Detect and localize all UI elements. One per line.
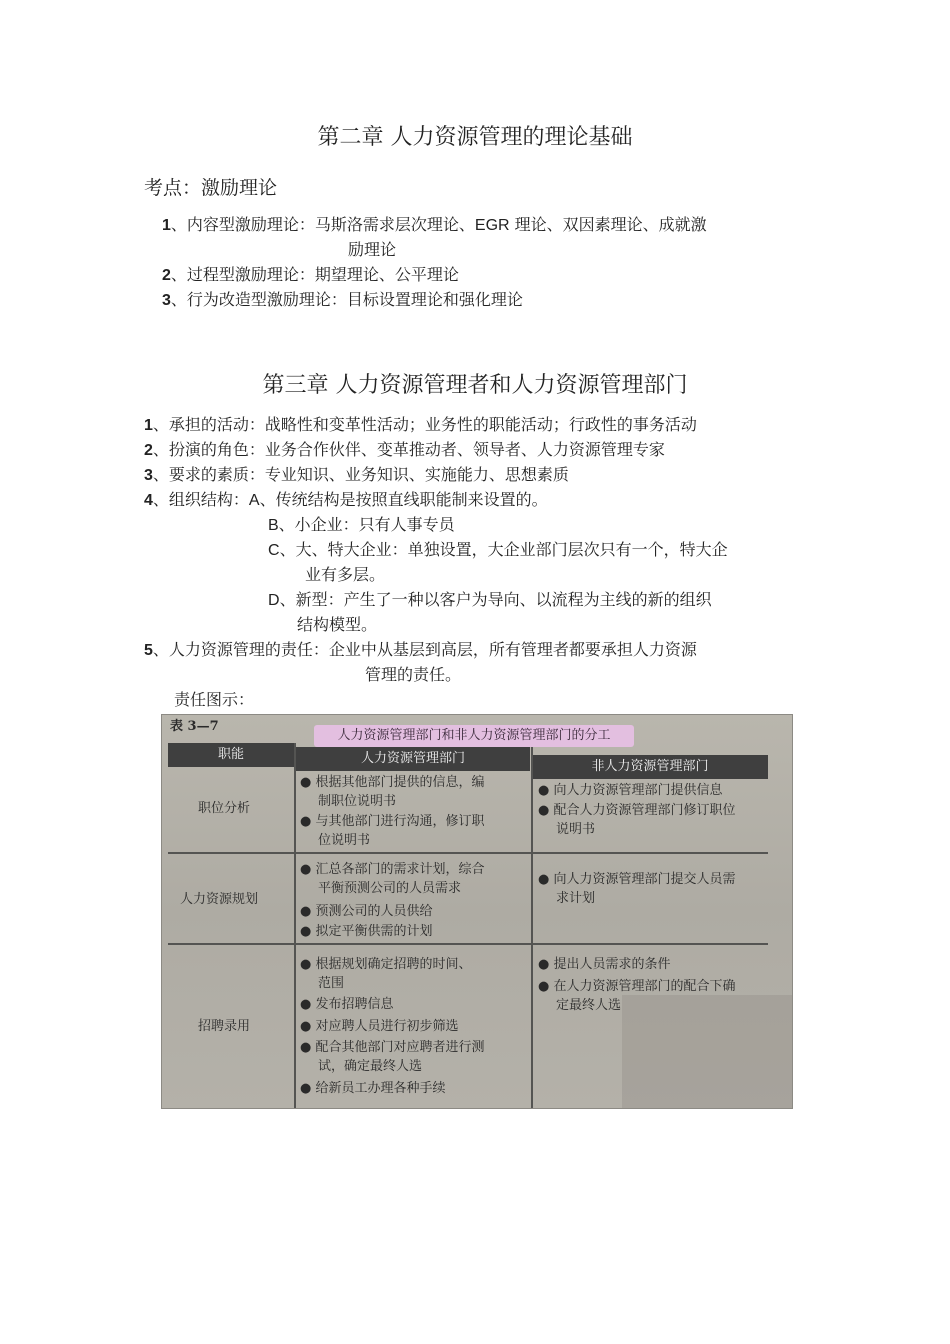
ch3-item-5-cont: 管理的责任。 (365, 665, 462, 684)
sub-text: 、大、特大企业：单独设置，大企业部门层次只有一个，特大企 (279, 540, 728, 559)
item-text: 、行为改造型激励理论：目标设置理论和强化理论 (170, 290, 523, 309)
item-text: 、内容型激励理论：马斯洛需求层次理论、 (170, 215, 475, 234)
ch3-item-2 (144, 439, 665, 462)
table-number: 表 3—7 (170, 719, 219, 734)
hr-line: ● 根据规划确定招聘的时间、 (300, 957, 472, 972)
ch2-item-2 (162, 264, 459, 287)
row-function: 人力资源规划 (180, 892, 259, 907)
hr-line: ● 预测公司的人员供给 (300, 904, 433, 919)
sub-letter: A (248, 492, 260, 509)
header-non-hr-dept: 非人力资源管理部门 (532, 755, 768, 779)
ch3-sub-c-cont: 业有多层。 (305, 565, 386, 584)
item-text: 、承担的活动：战略性和变革性活动；业务性的职能活动；行政性的事务活动 (152, 415, 697, 434)
item-number: 4 (144, 492, 153, 509)
sub-text: 、传统结构是按照直线职能制来设置的。 (259, 490, 548, 509)
hr-line: 制职位说明书 (318, 794, 397, 809)
item-text: 、要求的素质：专业知识、业务知识、实施能力、思想素质 (152, 465, 569, 484)
row-function: 职位分析 (198, 801, 251, 816)
hr-line: 范围 (318, 976, 345, 991)
sub-text: 、小企业：只有人事专员 (278, 515, 455, 534)
ch3-sub-d-cont: 结构模型。 (297, 615, 378, 634)
grid-line (531, 747, 533, 1108)
nonhr-line: 求计划 (556, 891, 596, 906)
hr-line: 平衡预测公司的人员需求 (318, 881, 462, 896)
hr-line: 位说明书 (318, 833, 371, 848)
nonhr-line: 说明书 (556, 822, 596, 837)
item-text: 、扮演的角色：业务合作伙伴、变革推动者、领导者、人力资源管理专家 (152, 440, 665, 459)
ch3-item-1 (144, 414, 697, 437)
nonhr-line: ● 向人力资源管理部门提供信息 (538, 783, 723, 798)
item-text: 、过程型激励理论：期望理论、公平理论 (170, 265, 459, 284)
nonhr-line: ● 在人力资源管理部门的配合下确 (538, 979, 736, 994)
hr-line: ● 根据其他部门提供的信息，编 (300, 775, 485, 790)
nonhr-line: ● 向人力资源管理部门提交人员需 (538, 872, 736, 887)
item-latin: EGR (474, 217, 510, 234)
item-number: 1 (144, 417, 153, 434)
nonhr-line: ● 提出人员需求的条件 (538, 957, 671, 972)
hr-line: ● 发布招聘信息 (300, 997, 394, 1012)
table-photo (161, 714, 793, 1109)
table-caption: 人力资源管理部门和非人力资源管理部门的分工 (314, 725, 634, 747)
ch3-sub-c (268, 539, 728, 562)
item-number: 2 (144, 442, 153, 459)
item-number: 2 (162, 267, 171, 284)
item-number: 3 (162, 292, 171, 309)
ch2-item-3 (162, 289, 523, 312)
kaodian-label: 考点：激励理论 (144, 177, 278, 199)
hr-line: ● 与其他部门进行沟通，修订职 (300, 814, 485, 829)
hr-line: ● 配合其他部门对应聘者进行测 (300, 1040, 485, 1055)
nonhr-line: 定最终人选 (556, 998, 622, 1013)
sub-letter: C (268, 542, 280, 559)
header-hr-dept: 人力资源管理部门 (296, 747, 530, 771)
ch3-item-4 (144, 489, 548, 512)
ch3-sub-b (268, 514, 455, 537)
chapter2-title: 第二章 人力资源管理的理论基础 (317, 125, 633, 150)
hr-line: 试，确定最终人选 (318, 1059, 423, 1074)
figure-label: 责任图示： (174, 690, 255, 709)
item-number: 3 (144, 467, 153, 484)
row-function: 招聘录用 (198, 1019, 251, 1034)
ch3-item-5 (144, 639, 697, 662)
grid-line (168, 943, 768, 945)
item-number: 1 (162, 217, 171, 234)
hr-line: ● 汇总各部门的需求计划，综合 (300, 862, 485, 877)
ch2-item-1 (162, 214, 707, 237)
hr-line: ● 对应聘人员进行初步筛选 (300, 1019, 459, 1034)
grid-line (294, 743, 296, 1108)
grid-line (168, 852, 768, 854)
header-function: 职能 (168, 743, 294, 767)
ch2-item-1-cont: 励理论 (348, 240, 397, 259)
hr-line: ● 拟定平衡供需的计划 (300, 924, 433, 939)
ch3-sub-d (268, 589, 712, 612)
item-text: 、人力资源管理的责任：企业中从基层到高层，所有管理者都要承担人力资源 (152, 640, 697, 659)
item-text: 、组织结构： (152, 490, 249, 509)
photo-shadow (622, 995, 792, 1108)
item-text-2: 理论、双因素理论、成就激 (509, 215, 707, 234)
sub-letter: D (268, 592, 280, 609)
chapter3-title: 第三章 人力资源管理者和人力资源管理部门 (262, 373, 688, 398)
nonhr-line: ● 配合人力资源管理部门修订职位 (538, 803, 736, 818)
hr-line: ● 给新员工办理各种手续 (300, 1081, 446, 1096)
item-number: 5 (144, 642, 153, 659)
ch3-item-3 (144, 464, 569, 487)
sub-letter: B (268, 517, 279, 534)
sub-text: 、新型：产生了一种以客户为导向、以流程为主线的新的组织 (279, 590, 712, 609)
